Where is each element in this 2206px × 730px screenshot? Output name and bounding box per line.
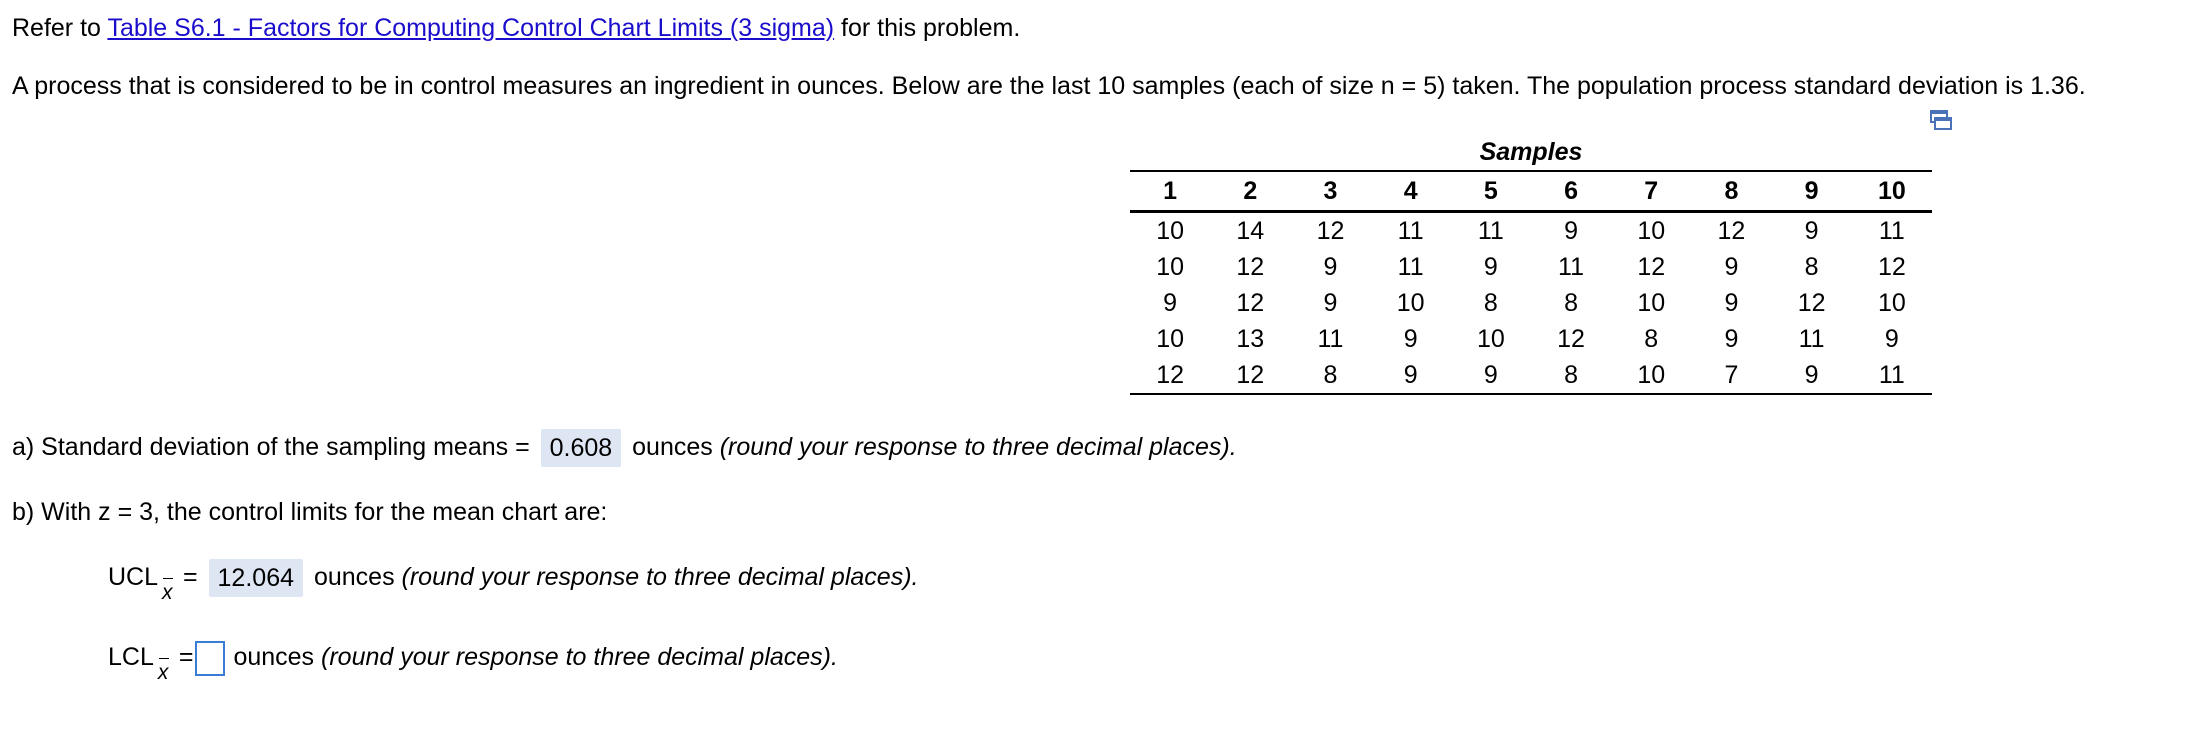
table-cell: 9 [1884,324,1899,353]
column-header: 3 [1290,171,1370,212]
part-a-label: a) Standard deviation of the sampling means = [12,433,530,461]
table-cell: 12 [1797,288,1826,317]
lcl-unit: ounces [233,643,315,671]
part-a-answer-box[interactable]: 0.608 [541,429,622,467]
table-cell: 9 [1371,357,1451,394]
part-a-unit: ounces [632,433,713,461]
table-cell: 8 [1531,357,1611,394]
ucl-label: UCL [108,563,159,591]
table-cell: 9 [1724,252,1739,281]
table-cell: 9 [1483,252,1498,281]
table-cell: 9 [1564,216,1578,245]
x-bar-subscript: x [154,638,172,670]
table-cell: 8 [1483,288,1498,317]
table-cell: 12 [1637,252,1666,281]
intro-prefix: Refer to [12,14,108,42]
ucl-instruction: (round your response to three decimal places). [401,563,919,591]
column-header: 9 [1772,171,1852,212]
table-cell: 10 [1637,288,1666,317]
table-row [1130,357,1932,394]
column-header: 2 [1210,171,1290,212]
table-cell: 12 [1877,252,1906,281]
column-header: 4 [1371,171,1451,212]
table-cell: 9 [1323,252,1338,281]
lcl-answer-input[interactable] [195,641,225,676]
table-cell: 9 [1163,288,1178,317]
table-cell: 11 [1798,324,1825,353]
table-cell: 9 [1451,357,1531,394]
ucl-unit: ounces [313,563,395,591]
table-cell: 11 [1397,252,1424,281]
lcl-instruction: (round your response to three decimal places). [321,643,838,671]
lcl-line [108,638,838,684]
table-row [1130,249,1932,285]
table-cell: 12 [1130,357,1210,394]
table-cell: 12 [1557,324,1585,353]
table-s6-1-link[interactable]: Table S6.1 - Factors for Computing Control Chart Limits (3 sigma) [107,14,835,42]
table-cell: 12 [1236,252,1265,281]
popout-icon[interactable] [1930,110,1952,130]
table-cell: 12 [1210,357,1290,394]
x-bar-subscript: x [158,558,176,590]
part-a-instruction: (round your response to three decimal places). [719,433,1237,461]
table-cell: 11 [1878,216,1905,245]
column-header: 7 [1611,171,1691,212]
table-header-row [1130,171,1932,212]
table-cell: 9 [1403,324,1418,353]
table-row [1130,212,1932,250]
table-cell: 9 [1323,288,1338,317]
table-cell: 9 [1804,216,1819,245]
table-cell: 13 [1236,324,1265,353]
column-header: 1 [1130,171,1210,212]
part-a-line [12,428,1237,467]
table-cell: 12 [1717,216,1746,245]
table-cell: 8 [1804,252,1819,281]
problem-description: A process that is considered to be in control measures an ingredient in ounces. Below are the last 10 samples (each of size n = 5) taken. The population process standard deviation is 1.36. [12,72,2086,100]
table-cell: 11 [1558,252,1584,281]
table-cell: 7 [1691,357,1771,394]
table-cell: 9 [1772,357,1852,394]
table-row [1130,321,1932,357]
samples-table-container [1130,134,1932,395]
column-header: 8 [1691,171,1771,212]
table-cell: 10 [1637,216,1666,245]
intro-suffix: for this problem. [834,14,1021,42]
table-cell: 8 [1644,324,1659,353]
samples-table-title: Samples [1479,138,1583,166]
table-body [1130,212,1932,395]
column-header: 5 [1451,171,1531,212]
table-cell: 8 [1290,357,1370,394]
table-cell: 11 [1397,216,1424,245]
ucl-answer-box[interactable]: 12.064 [209,559,303,597]
table-cell: 9 [1724,288,1739,317]
ucl-equals: = [182,563,198,591]
ucl-line [108,558,919,604]
table-cell: 8 [1564,288,1578,317]
table-cell: 14 [1236,216,1265,245]
table-cell: 10 [1156,324,1184,353]
samples-table [1130,170,1932,395]
table-cell: 10 [1476,324,1505,353]
column-header: 10 [1852,171,1932,212]
lcl-equals: = [178,643,194,671]
table-cell: 11 [1317,324,1344,353]
table-cell: 12 [1316,216,1345,245]
intro-line [12,12,1020,44]
table-cell: 11 [1852,357,1932,394]
part-b-label: b) With z = 3, the control limits for the mean chart are: [12,498,608,526]
table-row [1130,285,1932,321]
table-cell: 10 [1611,357,1691,394]
table-cell: 10 [1877,288,1906,317]
table-cell: 12 [1236,288,1265,317]
table-cell: 10 [1156,252,1184,281]
table-cell: 9 [1724,324,1739,353]
column-header: 6 [1531,171,1611,212]
table-cell: 11 [1477,216,1504,245]
table-cell: 10 [1156,216,1184,245]
table-cell: 10 [1396,288,1425,317]
lcl-label: LCL [108,643,154,671]
